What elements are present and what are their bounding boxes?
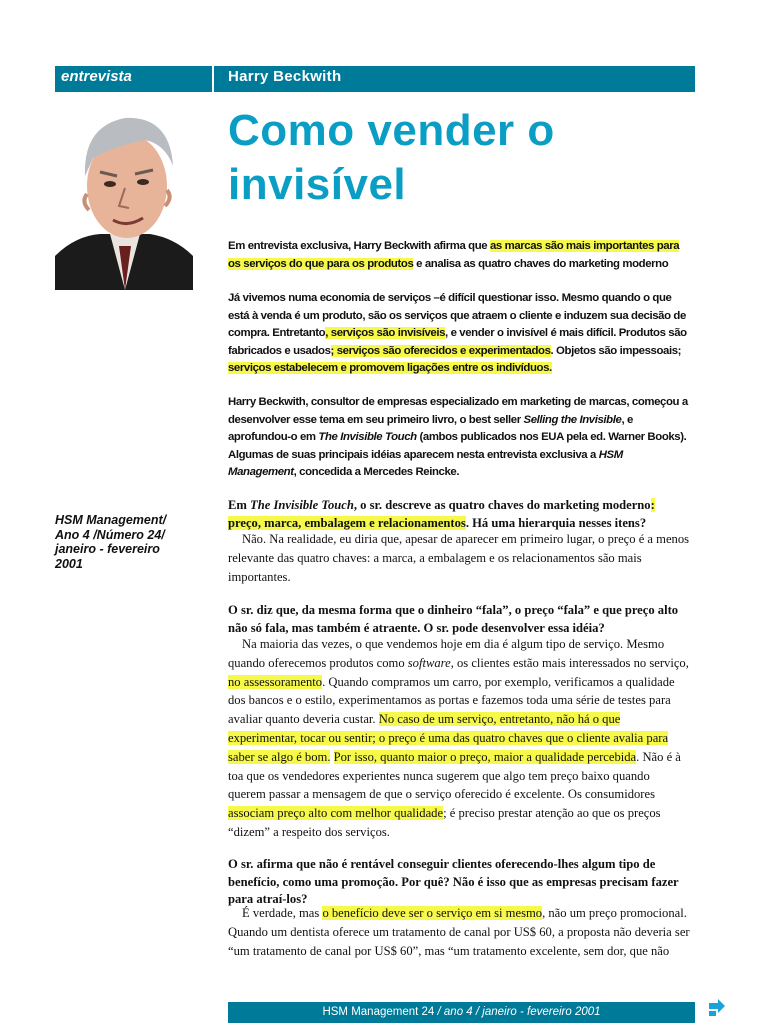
ref-line-4: 2001 — [55, 556, 83, 571]
question-2: O sr. diz que, da mesma forma que o dinheiro “fala”, o preço “fala” e que preço alto não só fala, mas também é atraente. O sr. pode desenvolver essa idéia? — [228, 603, 679, 635]
section-header-bar — [55, 66, 695, 92]
question-3: O sr. afirma que não é rentável conseguir clientes oferecendo-lhes algum tipo de benefício, como uma promoção. Por quê? Não é isso que as empresas precisam fazer para atraí-los? — [228, 857, 679, 906]
intro-paragraph-2: Já vivemos numa economia de serviços –é difícil questionar isso. Mesmo quando o que está à venda é um produto, são os serviços que atraem o cliente e induzem sua decisão de compra. Entretanto, serviços são invisíveis, e vender o invisível é mais difícil. Produtos são fabricados e usados; serviços são oferecidos e experimentados. Objetos são impessoais; serviços estabelecem e promovem ligações entre os indivíduos. — [228, 292, 687, 374]
page-footer — [228, 1002, 695, 1023]
answer-1: Não. Na realidade, eu diria que, apesar de aparecer em primeiro lugar, o preço é a menos relevante das quatro chaves: a marca, a embalagem e os relacionamentos são mais importantes. — [228, 532, 690, 584]
intro-paragraph-3: Harry Beckwith, consultor de empresas especializado em marketing de marcas, começou a desenvolver esse tema em seu primeiro livro, o best seller Selling the Invisible, e aprofundou-o em The Invisible Touch (ambos publicados nos EUA pela ed. Warner Books). Algumas de suas principais idéias aparecem nesta entrevista exclusiva a HSM Management, concedida a Mercedes Reincke. — [228, 396, 688, 478]
answer-2: Na maioria das vezes, o que vendemos hoje em dia é algum tipo de serviço. Mesmo quando oferecemos produtos como software, os clientes estão mais interessados no serviço, no assessoramento. Quando compramos um carro, por exemplo, verificamos a qualidade dos bancos e o estilo, experimentamos as portas e fazemos toda uma série de testes para avaliar quanto deveria custar. No caso de um serviço, entretanto, não há o que experimentar, tocar ou sentir; o preço é uma das quatro chaves que o cliente avalia para saber se algo é bom. Por isso, quanto maior o preço, maior a qualidade percebida. Não é à toa que os vendedores experientes nunca sugerem que algo tem preço baixo quando querem passar a mensagem de que o serviço oferecido é excelente. Os consumidores associam preço alto com melhor qualidade; é preciso prestar atenção ao que os preços “dizem” a respeito dos serviços. — [228, 637, 689, 839]
article-title: Como vender o invisível — [228, 106, 555, 209]
portrait-illustration — [55, 106, 193, 290]
publication-reference — [55, 513, 195, 571]
ref-line-3: janeiro - fevereiro — [55, 542, 160, 556]
header-divider — [212, 66, 214, 92]
ref-line-2: Ano 4 /Número 24/ — [55, 527, 165, 542]
next-page-arrow-icon[interactable] — [708, 999, 726, 1017]
question-1: Em The Invisible Touch, o sr. descreve as quatro chaves do marketing moderno: preço, marca, embalagem e relacionamentos. Há uma hierarquia nesses itens? — [228, 498, 655, 530]
author-label: Harry Beckwith — [228, 68, 342, 85]
ref-line-1: HSM Management/ — [55, 513, 167, 527]
footer-magazine: HSM Management 24 — [322, 1006, 435, 1018]
intro-paragraph-1: Em entrevista exclusiva, Harry Beckwith afirma que as marcas são mais importantes para os serviços do que para os produtos e analisa as quatro chaves do marketing moderno — [228, 240, 680, 270]
section-label: entrevista — [61, 68, 132, 85]
footer-issue: / ano 4 / janeiro - fevereiro 2001 — [434, 1006, 601, 1018]
answer-3: É verdade, mas o benefício deve ser o serviço em si mesmo, não um preço promocional. Quando um dentista oferece um tratamento de canal por US$ 60, a proposta não deveria ser “um tratamento de canal por US$ 60”, mas “um tratamento excelente, sem dor, que não — [228, 906, 690, 958]
